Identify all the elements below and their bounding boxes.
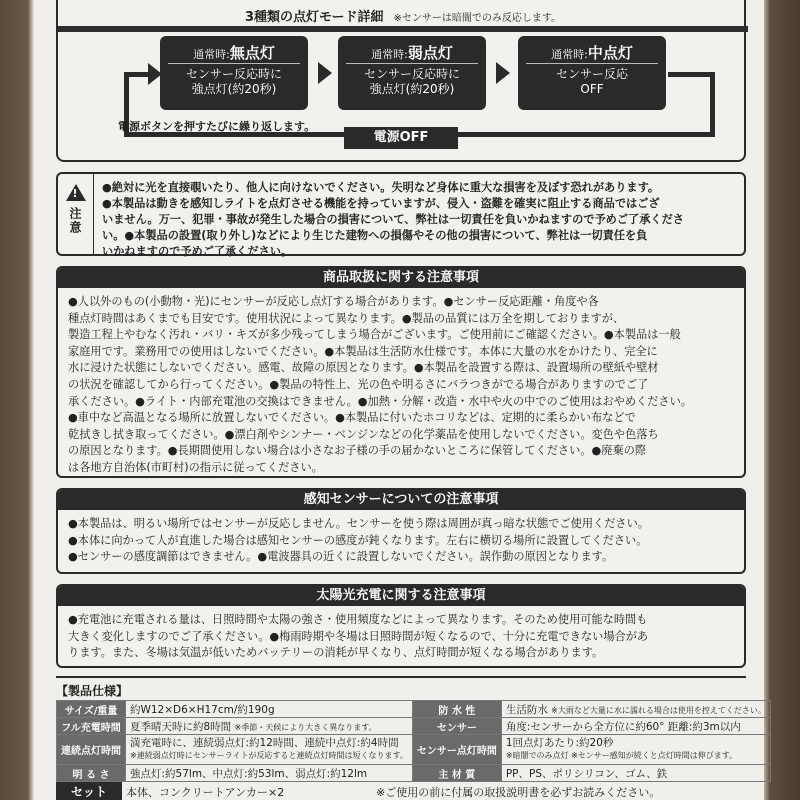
mode-card-no-light: 通常時:無点灯 センサー反応時に 強点灯(約20秒) bbox=[160, 36, 308, 110]
mode-card-medium-light: 通常時:中点灯 センサー反応 OFF bbox=[518, 36, 666, 110]
table-row: 連続点灯時間 満充電時に、連続弱点灯:約12時間、連続中点灯:約4時間 ※連続弱点灯時にセンサーライトが反応すると連続点灯時間は短くなります。 センサー点灯時間 1回点灯あたり:約20秒 ※暗闇でのみ点灯 ※センサー感知が続くと点灯時間は伸びます。 bbox=[57, 735, 771, 765]
loop-line-top-right bbox=[668, 72, 714, 77]
set-contents: 本体、コンクリートアンカー×2 bbox=[126, 786, 285, 799]
set-label: セット bbox=[56, 782, 122, 800]
table-row: サイズ/重量 約W12×D6×H17cm/約190g 防 水 性 生活防水 ※大雨など大量に水に濡れる場合は使用を控えてください。 bbox=[57, 701, 771, 718]
loop-label: 電源ボタンを押すたびに繰り返します。 bbox=[118, 120, 316, 133]
mode-title-row bbox=[58, 6, 748, 28]
section-title: 商品取扱に関する注意事項 bbox=[58, 268, 744, 288]
power-off-label: 電源OFF bbox=[344, 127, 458, 149]
section-title: 太陽光充電に関する注意事項 bbox=[58, 586, 744, 606]
warning-triangle-icon bbox=[66, 184, 86, 201]
mode-name: 無点灯 bbox=[229, 44, 275, 62]
product-specs bbox=[56, 676, 766, 800]
sensor-text: ●本製品は、明るい場所ではセンサーが反応しません。センサーを使う際は周囲が真っ暗な状態でご使用ください。 ●本体に向かって人が直進した場合は感知センサーの感度が鈍くなります。左右に横切る場所に設置してください。 ●センサーの感度調節はできません。●電波器具の近くに設置しないでください。誤作動の原因となります。 bbox=[68, 517, 649, 564]
lighting-mode-section bbox=[56, 0, 746, 162]
caution-section bbox=[56, 172, 746, 256]
sensor-section bbox=[56, 488, 746, 574]
handling-text: ●人以外のもの(小動物・光)にセンサーが反応し点灯する場合があります。●センサー反応距離・角度や各 種点灯時間はあくまでも目安です。使用状況によって異なります。●製品の品質には万全を期しておりますが、 製造工程上やむなく汚れ・バリ・キズが多少残ってしまう場合がございます。ご使用前にご確認ください。●本製品は一般 家庭用です。業務用での使用はしないでください。●本製品は生活防水仕様です。本体に大量の水をかけたり、完全に 水に浸けた状態にしないでください。感電、故障の原因となります。●本製品を設置する際は、設置場所の壁紙や壁材 の状況を確認してから行ってください。●製品の特性上、光の色や明るさにバラつきがでる場合がありますのでご了 承ください。●ライト・内部充電池の交換はできません。●加熱・分解・改造・水中や火の中でのご使用はおやめください。 ●車中など高温となる場所に放置しないでください。●本製品に付いたホコリなどは、定期的に柔らかい布などで 乾拭きし拭き取ってください。●漂白剤やシンナー・ベンジンなどの化学薬品を使用しないでください。変色や色落ち の原因となります。●長期間使用しない場合は小さなお子様の手の届かないところに保管してください。●廃棄の際 は各地方自治体(市町村)の指示に従ってください。 bbox=[68, 295, 692, 474]
mode-name: 中点灯 bbox=[587, 44, 633, 62]
loop-line-right bbox=[710, 72, 715, 137]
mode-name: 弱点灯 bbox=[407, 44, 453, 62]
table-row: 明 る さ 強点灯:約57lm、中点灯:約53lm、弱点灯:約12lm 主 材 質 PP、PS、ポリシリコン、ゴム、鉄 bbox=[57, 765, 771, 782]
mode-card-weak-light: 通常時:弱点灯 センサー反応時に 強点灯(約20秒) bbox=[338, 36, 486, 110]
mode-divider-bar bbox=[58, 26, 748, 32]
mode-title: 3種類の点灯モード詳細 bbox=[244, 10, 384, 25]
caution-side bbox=[58, 174, 94, 254]
loop-line-bottom-right bbox=[456, 132, 714, 137]
solar-charging-section bbox=[56, 584, 746, 668]
table-row: フル充電時間 夏季晴天時に約8時間 ※季節・天候により大きく異なります。 センサー 角度:センサーから全方位に約60° 距離:約3m以内 bbox=[57, 718, 771, 735]
arrow-right-icon bbox=[496, 62, 510, 84]
mode-note: ※センサーは暗闇でのみ反応します。 bbox=[393, 13, 562, 24]
package-back-sheet bbox=[34, 0, 764, 800]
handling-section bbox=[56, 266, 746, 478]
manual-note: ※ご使用の前に付属の取扱説明書を必ずお読みください。 bbox=[376, 786, 661, 799]
solar-text: ●充電池に充電される量は、日照時間や太陽の強さ・使用頻度などによって異なります。そのため使用可能な時間も 大きく変化しますのでご了承ください。●梅雨時期や冬場は日照時間が短くなるので、十分に充電できない場合があ ります。また、冬場は気温が低いためバッテリーの消耗が早くなり、点灯時間が短くなる場合があります。 bbox=[68, 613, 649, 660]
arrow-right-icon bbox=[148, 63, 162, 85]
spec-table bbox=[56, 700, 771, 782]
arrow-right-icon bbox=[318, 62, 332, 84]
caution-label: 注意 bbox=[68, 207, 82, 235]
specs-title: 【製品仕様】 bbox=[56, 684, 129, 698]
caution-text: ●絶対に光を直接覗いたり、他人に向けないでください。失明など身体に重大な損害を及ぼす恐れがあります。 ●本製品は動きを感知しライトを点灯させる機能を持っていますが、侵入・盗難を確実に阻止する商品ではござ いません。万一、犯罪・事故が発生した場合の損害について、弊社は一切責任を負いかねますので予めご了承くださ い。●本製品の設置(取り外し)などにより生じた建物への損傷やその他の損害について、弊社は一切責任を負 いかねますので予めご了承ください。 bbox=[102, 181, 684, 258]
section-title: 感知センサーについての注意事項 bbox=[58, 490, 744, 510]
